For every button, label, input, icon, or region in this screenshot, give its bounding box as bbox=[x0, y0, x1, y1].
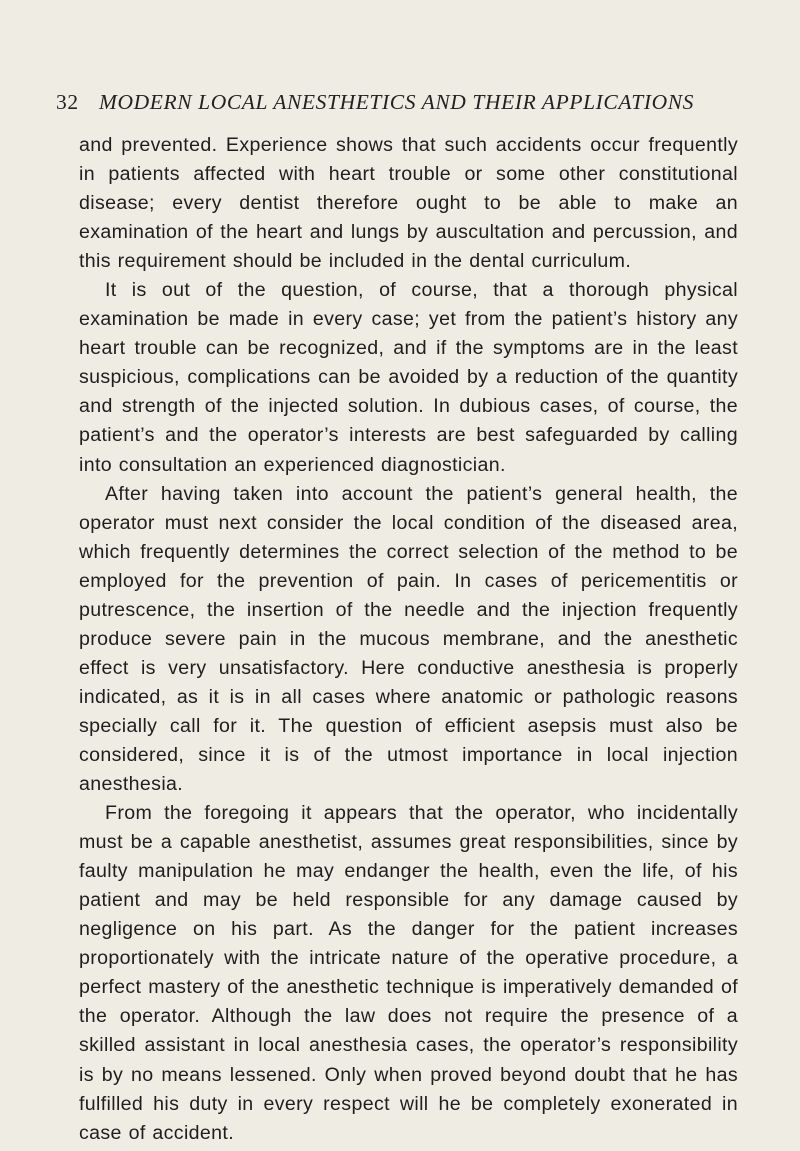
paragraph-continued: and prevented. Experience shows that such accidents occur frequently in patients affected with heart trouble or some other constitutional disease; every dentist therefore ought to be able to make an examination of the heart and lungs by auscultation and percussion, and this requirement should be included in the dental curriculum. bbox=[79, 134, 738, 273]
running-title: MODERN LOCAL ANESTHETICS AND THEIR APPLICATIONS bbox=[99, 90, 695, 114]
body-text bbox=[79, 131, 738, 1148]
paragraph-local-condition: After having taken into account the patient’s general health, the operator must next consider the local condition of the diseased area, which frequently determines the correct selection of the method to be employed for the prevention of pain. In cases of pericementitis or putrescence, the insertion of the needle and the injection frequently produce severe pain in the mucous membrane, and the anesthetic effect is very unsatisfactory. Here conductive anesthesia is properly indicated, as it is in all cases where anatomic or pathologic reasons specially call for it. The question of efficient asepsis must also be considered, since it is of the utmost importance in local injection anesthesia. bbox=[79, 482, 738, 796]
page-number: 32 bbox=[56, 90, 79, 114]
running-header bbox=[56, 88, 738, 116]
paragraph-physical-examination: It is out of the question, of course, that a thorough physical examination be made in every case; yet from the patient’s history any heart trouble can be recognized, and if the symptoms are in the least suspicious, complications can be avoided by a reduction of the quantity and strength of the injected solution. In dubious cases, of course, the patient’s and the operator’s interests are best safeguarded by calling into consultation an experienced diagnostician. bbox=[79, 279, 738, 476]
paragraph-operator-responsibility: From the foregoing it appears that the operator, who incidentally must be a capable anesthetist, assumes great responsibilities, since by faulty manipulation he may endanger the health, even the life, of his patient and may be held responsible for any damage caused by negligence on his part. As the danger for the patient increases proportionately with the intricate nature of the operative procedure, a perfect mastery of the anesthetic technique is imperatively demanded of the operator. Although the law does not require the presence of a skilled assistant in local anesthesia cases, the operator’s responsibility is by no means lessened. Only when proved beyond doubt that he has fulfilled his duty in every respect will he be completely exonerated in case of accident. bbox=[79, 802, 738, 1144]
